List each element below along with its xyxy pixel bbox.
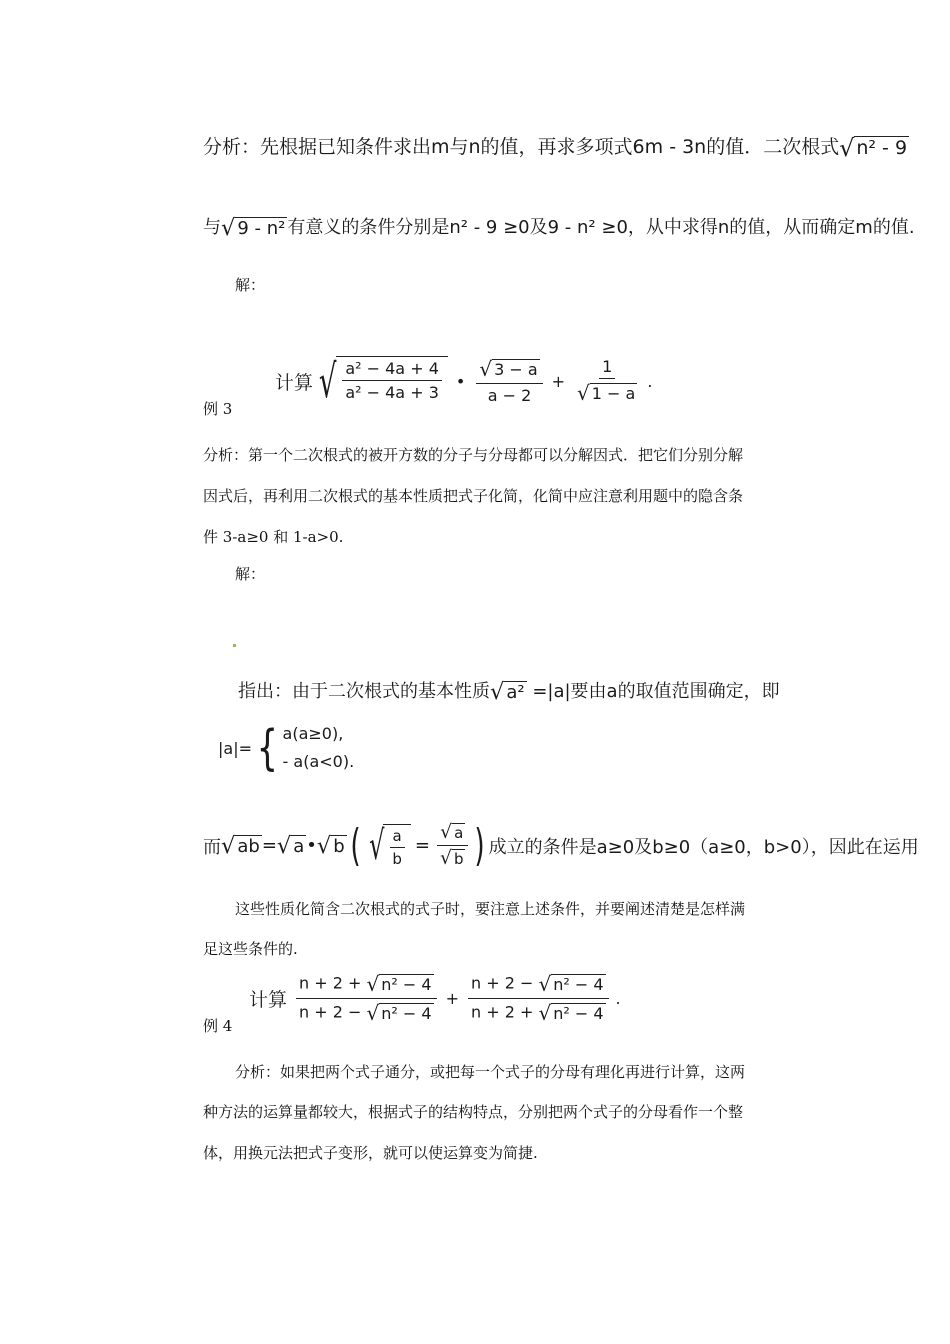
- stray-dot: [233, 644, 236, 647]
- case-negative: - a(a<0).: [282, 752, 355, 771]
- analysis-4-line-2: 种方法的运算量都较大，根据式子的结构特点，分别把两个式子的分母看作一个整: [203, 1103, 744, 1121]
- example-4-formula: 计算 $\frac{\text{n + 2 + √ n² − 4}}{\text{n + 2 − √ n² − 4}}$ + $\frac{\text{n + 2 − √ n² − 4}}{\text{n + 2 + √ n² − 4}}$ .: [249, 972, 621, 1025]
- note-line: 指出：由于二次根式的基本性质√ a² =|a|要由a的取值范围确定，即: [238, 679, 780, 705]
- solve-label-3: 解：: [235, 565, 266, 583]
- sqrt-n2-minus-9: √ n² - 9: [839, 133, 908, 162]
- big-sqrt: √ $\frac{\text{a² − 4a + 4}}{\text{a² − 4a + 3}}$: [313, 356, 448, 406]
- example-4-label: 例 4: [203, 1017, 233, 1035]
- condition-line: 而 √ ab = √ a • √ b ( √ $\frac{a}{b}$ = $\frac{√ a}{√ b}$ ) 成立的条件是a≥0及b≥0（a≥0，b>0），因此在运用: [203, 819, 919, 871]
- left-brace: {: [256, 720, 278, 776]
- sqrt-9-minus-n2: √ 9 - n²: [221, 215, 286, 241]
- example-3-formula: 计算 √ $\frac{\text{a² − 4a + 4}}{\text{a² − 4a + 3}}$ • $\frac{√ 3 - a}{a - 2}$ + $\frac{1}{√ 1 - a}$ .: [275, 354, 653, 408]
- frac-sqrt3a: $\frac{√ 3 - a}{a - 2}$: [476, 357, 542, 405]
- abs-cases: |a|= { a(a≥0), - a(a<0).: [218, 720, 355, 776]
- frac-4-first: $\frac{\text{n + 2 + √ n² − 4}}{\text{n + 2 − √ n² − 4}}$: [296, 972, 437, 1025]
- sqrt-a-squared: √ a²: [490, 679, 525, 705]
- case-nonnegative: a(a≥0),: [282, 724, 344, 743]
- frac-one-over-sqrt: $\frac{1}{√ 1 - a}$: [577, 357, 636, 405]
- analysis-1-line-1: 分析：先根据已知条件求出m与n的值，再求多项式6m - 3n的值．二次根式√ n² - 9: [203, 133, 908, 162]
- example-3-label: 例 3: [203, 400, 233, 418]
- solve-label-1: 解：: [235, 276, 266, 294]
- frac-4-second: $\frac{\text{n + 2 − √ n² − 4}}{\text{n + 2 + √ n² − 4}}$: [468, 972, 609, 1025]
- paragraph-line-1: 这些性质化简含二次根式的式子时，要注意上述条件，并要阐述清楚是怎样满: [235, 900, 746, 918]
- analysis-3-line-1: 分析：第一个二次根式的被开方数的分子与分母都可以分解因式．把它们分别分解: [203, 446, 744, 464]
- frac-quadratics: $\frac{\text{a² − 4a + 4}}{\text{a² − 4a + 3}}$: [342, 359, 442, 402]
- analysis-4-line-1: 分析：如果把两个式子通分，或把每一个式子的分母有理化再进行计算，这两: [235, 1063, 746, 1081]
- analysis-3-line-2: 因式后，再利用二次根式的基本性质把式子化简，化简中应注意利用题中的隐含条: [203, 487, 744, 505]
- analysis-3-line-3: 件 3-a≥0 和 1-a>0.: [203, 528, 344, 546]
- paragraph-line-2: 足这些条件的.: [203, 940, 298, 958]
- analysis-1-line-2: 与√ 9 - n² 有意义的条件分别是n² - 9 ≥0及9 - n² ≥0，从中求得n的值，从而确定m的值.: [203, 215, 915, 241]
- analysis-4-line-3: 体，用换元法把式子变形，就可以使运算变为简捷.: [203, 1144, 538, 1162]
